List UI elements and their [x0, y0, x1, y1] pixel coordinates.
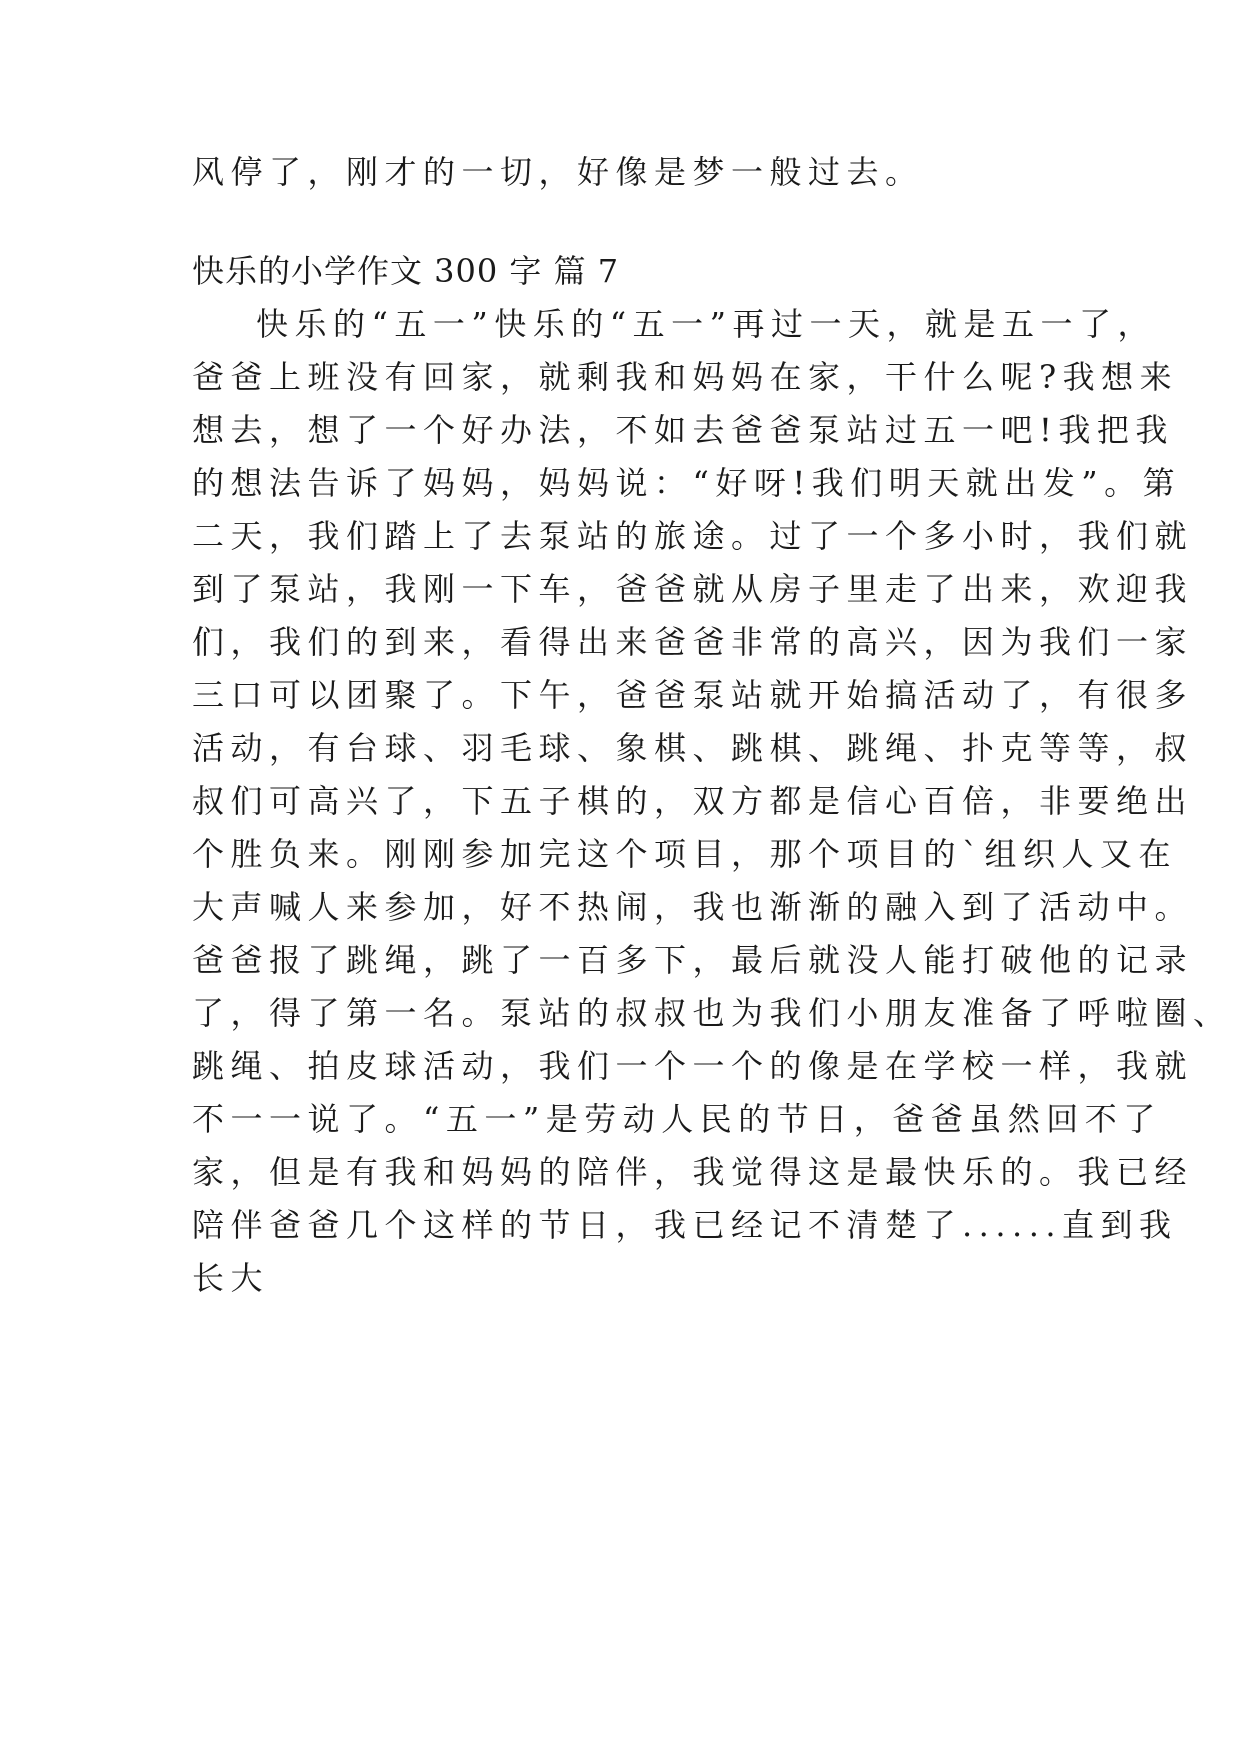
paragraph-line: 大声喊人来参加，好不热闹，我也渐渐的融入到了活动中。: [192, 888, 1194, 926]
paragraph-line: 跳绳、拍皮球活动，我们一个一个的像是在学校一样，我就: [192, 1047, 1194, 1085]
paragraph-line: 家，但是有我和妈妈的陪伴，我觉得这是最快乐的。我已经: [192, 1153, 1194, 1191]
paragraph-line: 长大: [192, 1259, 270, 1297]
paragraph-line: 到了泵站，我刚一下车，爸爸就从房子里走了出来，欢迎我: [192, 570, 1194, 608]
paragraph-line: 叔们可高兴了，下五子棋的，双方都是信心百倍，非要绝出: [192, 782, 1194, 820]
paragraph-line: 爸爸上班没有回家，就剩我和妈妈在家，干什么呢?我想来: [192, 358, 1179, 396]
paragraph-line: 的想法告诉了妈妈，妈妈说：“好呀!我们明天就出发”。第: [192, 464, 1182, 502]
paragraph-line: 想去，想了一个好办法，不如去爸爸泵站过五一吧!我把我: [192, 411, 1174, 449]
section-title: 快乐的小学作文 300 字 篇 7: [192, 252, 620, 290]
paragraph-line: 爸爸报了跳绳，跳了一百多下，最后就没人能打破他的记录: [192, 941, 1194, 979]
paragraph-line: 二天，我们踏上了去泵站的旅途。过了一个多小时，我们就: [192, 517, 1194, 555]
paragraph-line: 快乐的“五一”快乐的“五一”再过一天，就是五一了，: [256, 305, 1156, 343]
paragraph-line: 三口可以团聚了。下午，爸爸泵站就开始搞活动了，有很多: [192, 676, 1194, 714]
paragraph-line: 了，得了第一名。泵站的叔叔也为我们小朋友准备了呼啦圈、: [192, 994, 1232, 1032]
paragraph-line: 们，我们的到来，看得出来爸爸非常的高兴，因为我们一家: [192, 623, 1194, 661]
paragraph-line: 活动，有台球、羽毛球、象棋、跳棋、跳绳、扑克等等，叔: [192, 729, 1194, 767]
paragraph-line: 个胜负来。刚刚参加完这个项目，那个项目的`组织人又在: [192, 835, 1178, 873]
paragraph-line: 不一一说了。“五一”是劳动人民的节日，爸爸虽然回不了: [192, 1100, 1162, 1138]
previous-paragraph-ending: 风停了，刚才的一切，好像是梦一般过去。: [192, 153, 924, 191]
paragraph-line: 陪伴爸爸几个这样的节日，我已经记不清楚了......直到我: [192, 1206, 1178, 1244]
